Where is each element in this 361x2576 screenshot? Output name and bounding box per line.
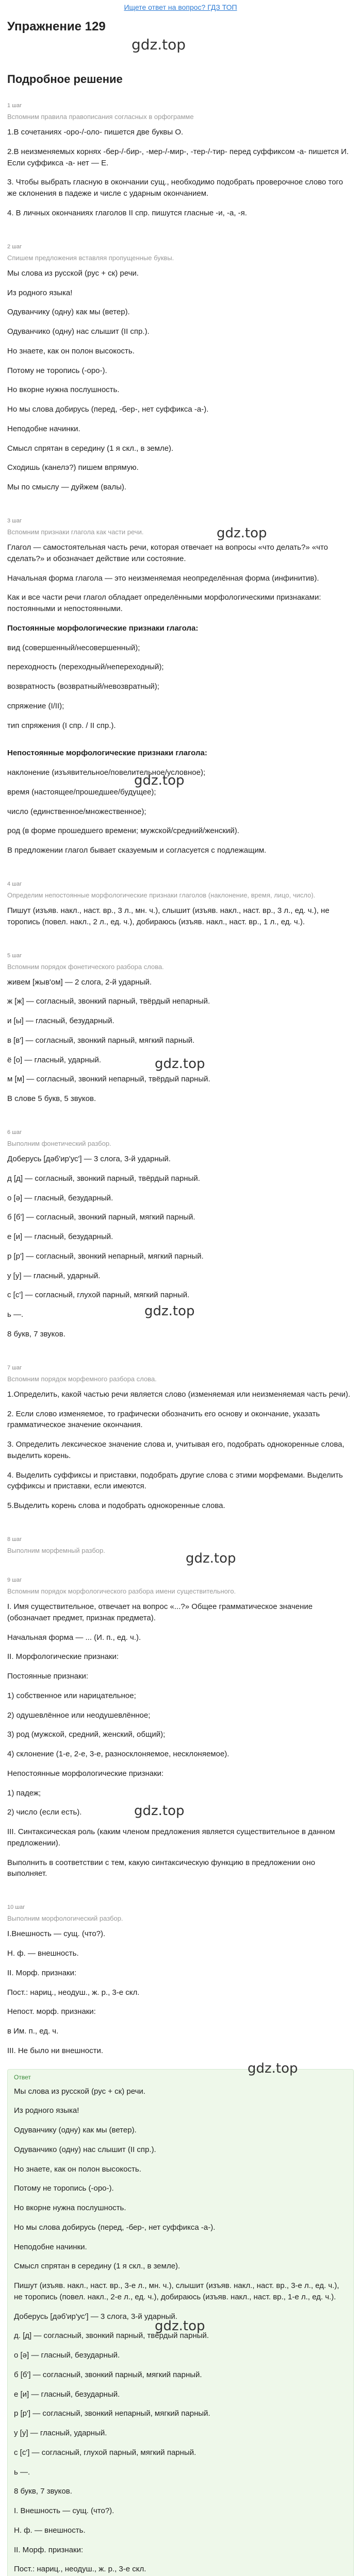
answer-line: о [ə] — гласный, безударный.	[14, 2351, 120, 2360]
answer-line: Но мы слова добирусь (перед, -бер-, нет суффикса -а-).	[14, 2223, 216, 2232]
step-line: ь —.	[7, 1310, 24, 1319]
step-line: 4. В личных окончаниях глаголов II спр. пишутся гласные -и, -а, -я.	[7, 208, 247, 217]
step-line: с [с'] — согласный, глухой парный, мягкий парный.	[7, 1291, 190, 1300]
step-line: 4) склонение (1-е, 2-е, 3-е, разносклоняемое, несклоняемое).	[7, 1750, 229, 1759]
step-line: Постоянные признаки:	[7, 1672, 89, 1681]
step-line: В предложении глагол бывает сказуемым и согласуется с подлежащим.	[7, 846, 267, 855]
top-link[interactable]: Ищете ответ на вопрос? ГДЗ ТОП	[124, 3, 237, 11]
watermark: gdz.top	[155, 1056, 205, 1072]
step-line: Н. ф. — внешность.	[7, 1949, 79, 1958]
answer-line: Потому не торопись (-оро-).	[14, 2184, 114, 2193]
step-badge: 10 шаг	[7, 1904, 25, 1911]
step-line: III. Не было ни внешности.	[7, 2046, 103, 2055]
step-line: Глагол — самостоятельная часть речи, которая отвечает на вопросы «что делать?» «что сделать?» и обозначает действие или состояние.	[7, 543, 329, 563]
solution-step	[7, 1888, 354, 2056]
step-note: Вспомним порядок морфологического разбора имени существительного.	[7, 1587, 236, 1595]
answer-line: Мы слова из русской (рус + ск) речи.	[14, 2087, 145, 2096]
answer-line: I. Внешность — сущ. (что?).	[14, 2506, 114, 2516]
step-line: о [ə] — гласный, безударный.	[7, 1193, 113, 1202]
answer-line: у [у] — гласный, ударный.	[14, 2429, 107, 2438]
step-badge: 6 шаг	[7, 1129, 22, 1136]
step-note: Выполним фонетический разбор.	[7, 1139, 111, 1147]
answer-line: Одуванчику (одну) как мы (ветер).	[14, 2126, 137, 2135]
step-line: Одуванчико (одну) нас слышит (II спр.).	[7, 327, 150, 336]
step-line: 1.В сочетаниях -оро-/-оло- пишется две буквы О.	[7, 128, 184, 137]
answer-line: Пост.: нариц., неодуш., ж. р., 3-е скл.	[14, 2565, 146, 2574]
step-line: живем [жыв'ом] — 2 слога, 2-й ударный.	[7, 977, 152, 987]
answer-line: Доберусь [дəб'ир'ус'] — 3 слога, 3-й ударный.	[14, 2312, 177, 2321]
step-line: Сходишь (канелэ?) пишем впрямую.	[7, 463, 139, 472]
step-line: д [д] — согласный, звонкий парный, твёрдый парный.	[7, 1174, 200, 1183]
answer-line: д. [д] — согласный, звонкий парный, твёрдый парный.	[14, 2331, 209, 2341]
page-title: Упражнение 129	[7, 20, 106, 33]
answer-line: 8 букв, 7 звуков.	[14, 2487, 72, 2496]
step-line: Непостоянные морфологические признаки:	[7, 1769, 164, 1778]
step-line: вид (совершенный/несовершенный);	[7, 643, 140, 652]
step-note: Вспомним порядок морфемного разбора слова.	[7, 1375, 157, 1383]
section-subtitle: Подробное решение	[7, 73, 123, 86]
step-line: 3. Чтобы выбрать гласную в окончании сущ., необходимо подобрать проверочное слово того же склонения в падеже и числе с ударным окончанием.	[7, 178, 343, 198]
step-line: время (настоящее/прошедшее/будущее);	[7, 787, 156, 796]
step-line: Но мы слова добирусь (перед, -бер-, нет суффикса -а-).	[7, 405, 209, 414]
solution-step	[7, 501, 354, 731]
step-line: 2) число (если есть).	[7, 1808, 82, 1817]
step-line: б [б'] — согласный, звонкий парный, мягкий парный.	[7, 1213, 195, 1222]
step-badge: 1 шаг	[7, 103, 22, 109]
step-line: Доберусь [дəб'ир'ус'] — 3 слога, 3-й ударный.	[7, 1155, 171, 1164]
step-line: м [м] — согласный, звонкий непарный, твёрдый парный.	[7, 1075, 210, 1084]
step-line: переходность (переходный/непереходный);	[7, 663, 164, 672]
step-line: Постоянные морфологические признаки глагола:	[7, 623, 199, 633]
step-line: 1.Определить, какой частью речи является слово (изменяемая или неизменяемая часть речи).	[7, 1389, 351, 1399]
step-line: Выполнить в соответствии с тем, какую синтаксическую функцию в предложении оно выполняет.	[7, 1858, 316, 1878]
answer-line: II. Морф. признаки:	[14, 2545, 84, 2554]
step-line: тип спряжения (I спр. / II спр.).	[7, 721, 116, 730]
step-line: 2.В неизменяемых корнях -бер-/-бир-, -мер-/-мир-, -тер-/-тир- перед суффиксом -а- пишется И. Если суффикса -а- нет — Е.	[7, 147, 349, 167]
watermark: gdz.top	[134, 773, 185, 788]
step-line: I. Имя существительное, отвечает на вопрос «...?» Общее грамматическое значение (обозначает предмет, признак предмета).	[7, 1602, 313, 1622]
answer-line: Неподобне начинки.	[14, 2242, 87, 2251]
answer-line: Из родного языка!	[14, 2106, 79, 2115]
step-line: Неподобне начинки.	[7, 424, 80, 433]
step-line: у [у] — гласный, ударный.	[7, 1271, 101, 1280]
step-line: 4. Выделить суффиксы и приставки, подобрать другие слова с этими морфемами. Выделить суффиксы и приставки, если имеются.	[7, 1470, 343, 1491]
step-line: в Им. п., ед. ч.	[7, 2027, 59, 2036]
step-line: спряжение (I/II);	[7, 701, 64, 710]
answer-line: Одуванчико (одну) нас слышит (II спр.).	[14, 2145, 156, 2154]
watermark: gdz.top	[144, 1303, 195, 1319]
watermark: gdz.top	[217, 526, 267, 541]
answer-line: ь —.	[14, 2467, 30, 2477]
step-line: 3) род (мужской, средний, женский, общий);	[7, 1730, 166, 1739]
step-line: Как и все части речи глагол обладает определёнными морфологическими признаками: постоянными и непостоянными.	[7, 593, 321, 614]
step-line: Пишут (изъяв. накл., наст. вр., 3 л., мн. ч.), слышит (изъяв. накл., наст. вр., 3 л., ед. ч.), не торопись (повел. накл., 2 л., ед. ч.), добираюсь (изъяв. накл., наст. вр., 1 л., ед. ч.).	[7, 906, 330, 926]
answer-line: с [с'] — согласный, глухой парный, мягкий парный.	[14, 2448, 196, 2457]
step-line: II. Морфологические признаки:	[7, 1652, 119, 1662]
step-line: I.Внешность — сущ. (что?).	[7, 1929, 106, 1939]
step-line: 5.Выделить корень слова и подобрать однокоренные слова.	[7, 1501, 225, 1511]
answer-badge: Ответ	[14, 2073, 31, 2081]
step-line: р [р'] — согласный, звонкий непарный, мягкий парный.	[7, 1251, 204, 1261]
step-line: и [ы] — гласный, безударный.	[7, 1016, 114, 1026]
solution-step	[7, 86, 354, 219]
solution-step	[7, 739, 354, 856]
step-line: возвратность (возвратный/невозвратный);	[7, 682, 159, 691]
step-note: Вспомним правила правописания согласных в орфограмме	[7, 113, 194, 121]
answer-line: е [и] — гласный, безударный.	[14, 2389, 120, 2399]
solution-step	[7, 227, 354, 493]
step-line: Мы по смыслу — дуйжем (валы).	[7, 483, 127, 492]
step-note: Выполним морфемный разбор.	[7, 1546, 105, 1554]
step-note: Определим непостоянные морфологические признаки глаголов (наклонение, время, лицо, число).	[7, 891, 316, 899]
step-note: Выполним морфологический разбор.	[7, 1914, 123, 1923]
step-line: Начальная форма — ... (И. п., ед. ч.).	[7, 1633, 141, 1642]
solution-step	[7, 936, 354, 1105]
step-line: Мы слова из русской (рус + ск) речи.	[7, 268, 139, 278]
answer-line: Смысл спрятан в середину (1 я скл., в земле).	[14, 2262, 180, 2271]
watermark: gdz.top	[186, 1551, 236, 1566]
answer-line: р [р'] — согласный, звонкий непарный, мягкий парный.	[14, 2409, 210, 2418]
step-line: Но вкорне нужна послушность.	[7, 385, 120, 395]
step-line: Непост. морф. признаки:	[7, 2007, 96, 2016]
step-line: е [и] — гласный, безударный.	[7, 1232, 113, 1242]
step-line: в [в'] — согласный, звонкий парный, мягкий парный.	[7, 1036, 195, 1045]
step-line: Одуванчику (одну) как мы (ветер).	[7, 308, 130, 317]
step-line: II. Морф. признаки:	[7, 1968, 77, 1977]
step-line: Смысл спрятан в середину (1 я скл., в земле).	[7, 444, 174, 453]
solution-step	[7, 1520, 354, 1555]
step-line: наклонение (изъявительное/повелительное/условное);	[7, 768, 206, 777]
watermark: gdz.top	[132, 36, 186, 53]
step-line: 1) падеж;	[7, 1788, 41, 1798]
step-line: Непостоянные морфологические признаки глагола:	[7, 749, 207, 758]
step-badge: 4 шаг	[7, 880, 22, 887]
solution-step	[7, 1561, 354, 1879]
answer-line: б [б'] — согласный, звонкий парный, мягкий парный.	[14, 2370, 202, 2379]
step-badge: 9 шаг	[7, 1577, 22, 1583]
step-badge: 8 шаг	[7, 1536, 22, 1543]
watermark: gdz.top	[155, 2318, 205, 2334]
step-line: 3. Определить лексическое значение слова и, учитывая его, подобрать однокоренные слова, выделить корень.	[7, 1440, 344, 1460]
answer-line: Но знаете, как он полон высокость.	[14, 2164, 141, 2174]
step-line: III. Синтаксическая роль (каким членом предложения является существительное в данном предложении).	[7, 1827, 335, 1848]
answer-line: Пишут (изъяв. накл., наст. вр., 3-е л., мн. ч.), слышит (изъяв. накл., наст. вр., 3-е л., ед. ч.), не торопись (повел. накл., 2-е л., ед. ч.), добираюсь (изъяв. накл., наст. вр., 1-е л., ед. ч.).	[14, 2281, 339, 2301]
step-line: Начальная форма глагола — это неизменяемая неопределённая форма (инфинитив).	[7, 573, 319, 583]
step-badge: 5 шаг	[7, 952, 22, 959]
answer-line: Н. ф. — внешность.	[14, 2526, 86, 2535]
watermark: gdz.top	[248, 2061, 298, 2076]
solution-step	[7, 865, 354, 928]
step-line: Потому не торопись (-оро-).	[7, 366, 107, 375]
step-note: Вспомним признаки глагола как части речи.	[7, 528, 144, 536]
solution-step	[7, 1348, 354, 1512]
step-line: 8 букв, 7 звуков.	[7, 1329, 65, 1338]
step-badge: 2 шаг	[7, 243, 22, 250]
step-badge: 7 шаг	[7, 1364, 22, 1371]
step-line: 1) собственное или нарицательное;	[7, 1691, 136, 1700]
step-badge: 3 шаг	[7, 517, 22, 524]
step-line: В слове 5 букв, 5 звуков.	[7, 1094, 96, 1104]
step-line: число (единственное/множественное);	[7, 807, 146, 816]
answer-line: Но вкорне нужна послушность.	[14, 2204, 126, 2213]
step-line: род (в форме прошедшего времени; мужской/средний/женский).	[7, 826, 239, 836]
step-line: Но знаете, как он полон высокость.	[7, 346, 135, 355]
watermark: gdz.top	[134, 1803, 185, 1819]
step-line: Пост.: нариц., неодуш., ж. р., 3-е скл.	[7, 1988, 140, 1997]
step-line: Из родного языка!	[7, 288, 73, 297]
step-line: ё [о] — гласный, ударный.	[7, 1055, 102, 1064]
step-line: 2) одушевлённое или неодушевлённое;	[7, 1710, 151, 1720]
step-note: Вспомним порядок фонетического разбора слова.	[7, 962, 164, 971]
step-line: ж [ж] — согласный, звонкий парный, твёрдый непарный.	[7, 997, 210, 1006]
step-line: 2. Если слово изменяемое, то графически обозначить его основу и окончание, указать грамматическое значение окончания.	[7, 1409, 320, 1430]
step-note: Спишем предложения вставляя пропущенные буквы.	[7, 253, 174, 262]
